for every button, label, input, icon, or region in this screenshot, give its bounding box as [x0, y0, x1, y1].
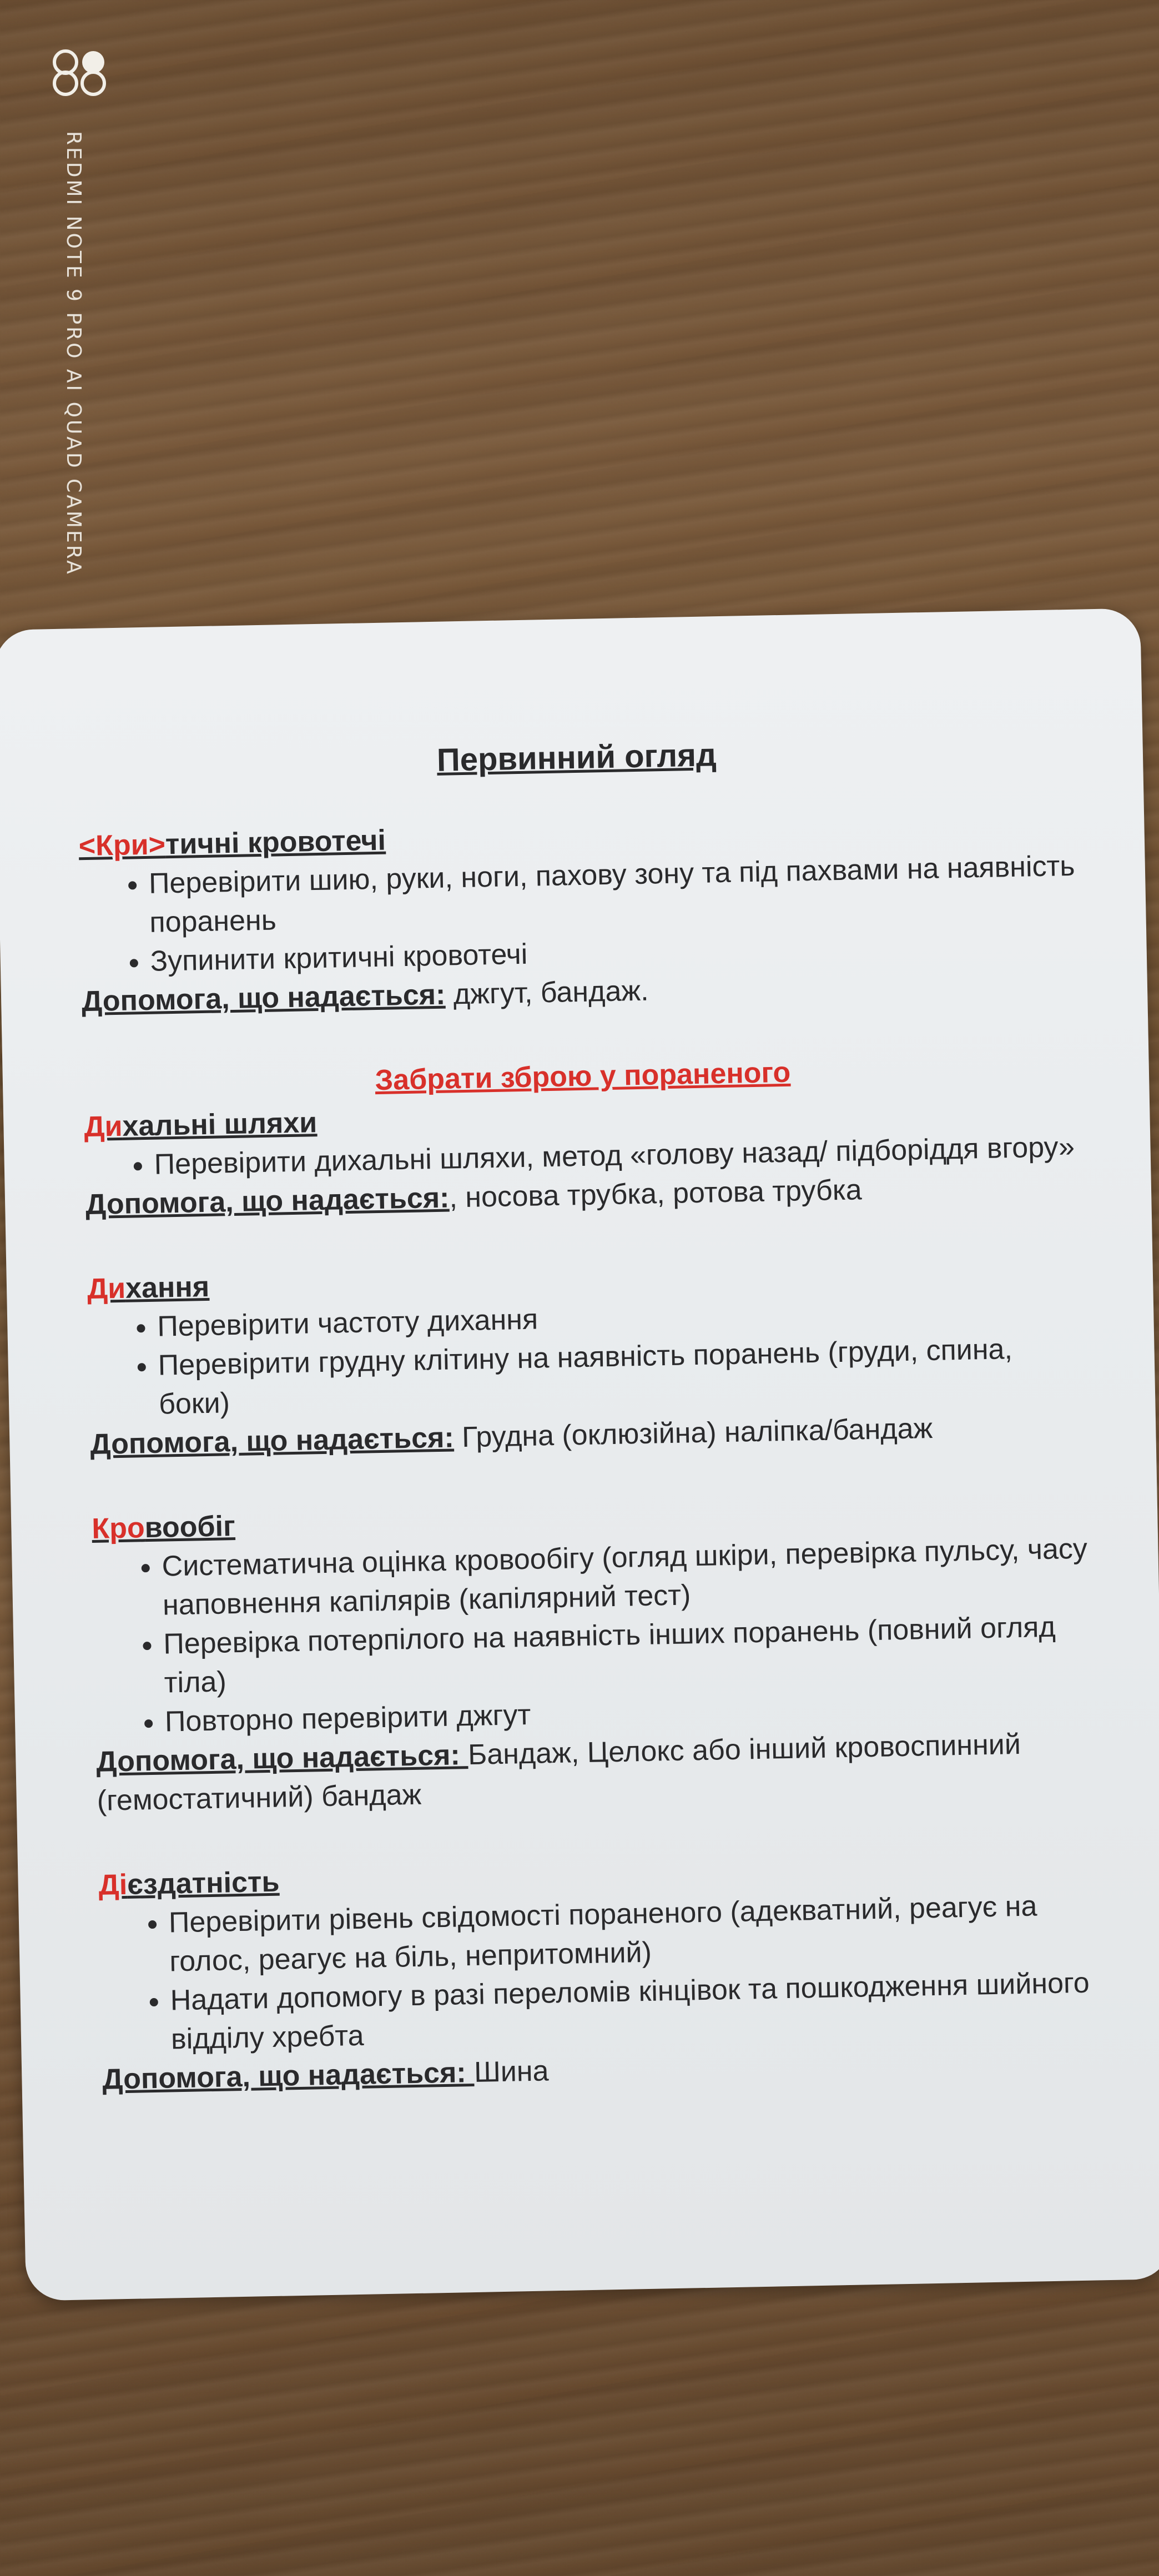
help-label: Допомога, що надається: [102, 2056, 475, 2096]
list-item: • Перевірити рівень свідомості пораненого (адекватний, реагує на голос, реагує на біль, непритомний) [168, 1885, 1099, 1981]
help-text: Грудна (оклюзійна) наліпка/бандаж [453, 1412, 933, 1454]
help-label: Допомога, що надається: [85, 1181, 450, 1221]
list-item: • Перевірка потерпілого на наявність інших поранень (повний огляд тіла) [163, 1607, 1094, 1702]
card-content [77, 729, 1102, 2145]
check-list [92, 1529, 1095, 1742]
card-title: Первинний огляд [436, 737, 717, 778]
list-item: • Повторно перевірити джгут [164, 1684, 1095, 1741]
section-breathing [87, 1251, 1089, 1464]
help-label: Допомога, що надається: [95, 1739, 468, 1778]
camera-lens-logo-icon [50, 48, 112, 98]
section-circulation [92, 1490, 1096, 1820]
watermark-text: REDMI NOTE 9 PRO AI QUAD CAMERA [62, 131, 85, 576]
help-text: , носова трубка, ротова трубка [449, 1174, 863, 1214]
list-item: • Перевірити шию, руки, ноги, пахову зону та під пахвами на наявність поранень [148, 847, 1079, 942]
heading-rest: хання [125, 1270, 210, 1305]
help-label: Допомога, що надається: [89, 1421, 455, 1461]
list-item: • Перевірити грудну клітину на наявність поранень (груди, спина, боки) [158, 1329, 1089, 1424]
help-text: джгут, бандаж. [445, 974, 649, 1011]
list-item: • Систематична оцінка кровообігу (огляд шкіри, перевірка пульсу, часу наповнення капілярів (капілярний тест) [162, 1529, 1092, 1624]
section-critical-bleeding [78, 808, 1081, 1021]
list-item: • Перевірити частоту дихання [157, 1290, 1087, 1346]
help-text: Шина [473, 2055, 549, 2089]
heading-red-part: <Кри> [78, 828, 166, 863]
heading-rest: єздатність [127, 1865, 280, 1901]
first-aid-card [0, 608, 1159, 2301]
camera-watermark [43, 48, 110, 576]
list-item: • Зупинити критичні кровотечі [150, 924, 1080, 981]
heading-red-part: Ді [98, 1868, 128, 1901]
help-label: Допомога, що надається: [81, 978, 446, 1018]
section-disability [98, 1847, 1102, 2099]
check-list [88, 1290, 1089, 1426]
help-text: Бандаж, Целокс або інший кровоспинний (гемостатичний) бандаж [97, 1728, 1021, 1817]
heading-rest: тичні кровотечі [165, 824, 386, 861]
list-item: • Перевірити дихальні шляхи, метод «голову назад/ підборіддя вгору» [154, 1128, 1084, 1184]
take-weapon-note: Забрати зброю у пораненого [375, 1056, 791, 1097]
heading-rest: хальні шляхи [122, 1106, 318, 1143]
section-airway [83, 1048, 1085, 1225]
heading-red-part: Ди [87, 1272, 126, 1306]
heading-rest: вообіг [144, 1510, 236, 1544]
check-list [79, 847, 1080, 983]
list-item: • Надати допомогу в разі переломів кінцівок та пошкодження шийного відділу хребта [170, 1963, 1101, 2059]
heading-red-part: Кро [91, 1512, 145, 1546]
heading-red-part: Ди [83, 1110, 123, 1144]
check-list [99, 1885, 1101, 2060]
